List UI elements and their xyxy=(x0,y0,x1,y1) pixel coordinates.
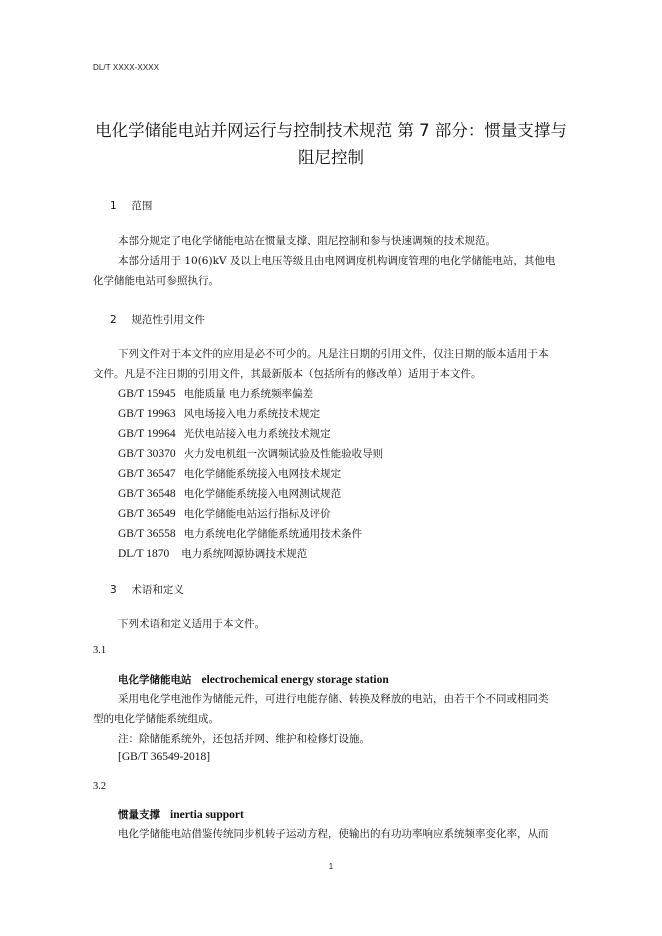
clause-number: 3.1 xyxy=(93,645,107,656)
reference-title: 光伏电站接入电力系统技术规定 xyxy=(183,428,331,440)
reference-title: 电能质量 电力系统频率偏差 xyxy=(183,388,313,400)
term-definition-line-1: 电化学储能电站借鉴传统同步机转子运动方程，使输出的有功功率响应系统频率变化率，从而 xyxy=(118,828,549,840)
reference-title: 风电场接入电力系统技术规定 xyxy=(183,408,321,420)
document-title xyxy=(60,117,602,171)
reference-title: 电化学储能电站运行指标及评价 xyxy=(183,508,331,520)
scope-paragraph-1: 本部分规定了电化学储能电站在惯量支撑、阻尼控制和参与快速调频的技术规范。 xyxy=(118,235,496,247)
section-title: 范围 xyxy=(131,200,153,212)
reference-code: GB/T 36558 xyxy=(118,528,176,540)
section-number: 1 xyxy=(110,200,117,212)
title-line-1: 电化学储能电站并网运行与控制技术规范 第 7 部分：惯量支撑与 xyxy=(95,121,567,140)
terms-intro: 下列术语和定义适用于本文件。 xyxy=(118,618,265,630)
standard-code-header: DL/T XXXX-XXXX xyxy=(93,63,160,72)
section-3-heading xyxy=(110,582,184,597)
reference-item xyxy=(118,466,341,481)
reference-code: GB/T 15945 xyxy=(118,388,176,400)
term-heading xyxy=(118,672,389,687)
term-english: inertia support xyxy=(170,809,244,821)
reference-item xyxy=(118,486,341,501)
reference-code: GB/T 36548 xyxy=(118,488,176,500)
reference-code: GB/T 19964 xyxy=(118,428,176,440)
term-chinese: 电化学储能电站 xyxy=(118,674,192,686)
reference-code: GB/T 36549 xyxy=(118,508,176,520)
term-heading xyxy=(118,807,244,822)
reference-title: 电力系统网源协调技术规范 xyxy=(181,548,308,560)
reference-item xyxy=(118,526,362,541)
reference-title: 火力发电机组一次调频试验及性能验收导则 xyxy=(183,448,384,460)
section-title: 术语和定义 xyxy=(131,584,184,596)
reference-code: GB/T 19963 xyxy=(118,408,176,420)
section-number: 3 xyxy=(110,584,117,596)
term-english: electrochemical energy storage station xyxy=(201,674,389,686)
reference-item xyxy=(118,546,307,561)
section-title: 规范性引用文件 xyxy=(131,314,205,326)
reference-item xyxy=(118,386,313,401)
reference-item xyxy=(118,406,320,421)
title-line-2: 阻尼控制 xyxy=(298,148,364,167)
reference-code: GB/T 36547 xyxy=(118,468,176,480)
reference-item xyxy=(118,426,331,441)
reference-code: GB/T 30370 xyxy=(118,448,176,460)
references-intro-line-2: 文件。凡是不注日期的引用文件，其最新版本（包括所有的修改单）适用于本文件。 xyxy=(93,368,482,380)
clause-number: 3.2 xyxy=(93,781,107,792)
references-intro-line-1: 下列文件对于本文件的应用是必不可少的。凡是注日期的引用文件，仅注日期的版本适用于本 xyxy=(118,348,549,360)
reference-item xyxy=(118,506,331,521)
section-number: 2 xyxy=(110,314,117,326)
reference-title: 电化学储能系统接入电网测试规范 xyxy=(183,488,342,500)
term-note: 注：除储能系统外，还包括并网、维护和检修灯设施。 xyxy=(118,733,370,745)
section-2-heading xyxy=(110,312,205,327)
reference-code: DL/T 1870 xyxy=(118,548,170,560)
reference-item xyxy=(118,446,383,461)
scope-paragraph-2-line-2: 化学储能电站可参照执行。 xyxy=(93,275,219,287)
term-source: [GB/T 36549-2018] xyxy=(118,751,211,763)
reference-title: 电力系统电化学储能系统通用技术条件 xyxy=(183,528,363,540)
scope-paragraph-2-line-1: 本部分适用于 10(6)kV 及以上电压等级且由电网调度机构调度管理的电化学储能电站，其他电 xyxy=(118,255,556,267)
term-definition-line-1: 采用电化学电池作为储能元件，可进行电能存储、转换及释放的电站，由若干个不同或相同类 xyxy=(118,693,549,705)
page-number: 1 xyxy=(328,862,334,871)
reference-title: 电化学储能系统接入电网技术规定 xyxy=(183,468,342,480)
term-chinese: 惯量支撑 xyxy=(118,809,160,821)
section-1-heading xyxy=(110,198,152,213)
term-definition-line-2: 型的电化学储能系统组成。 xyxy=(93,713,219,725)
